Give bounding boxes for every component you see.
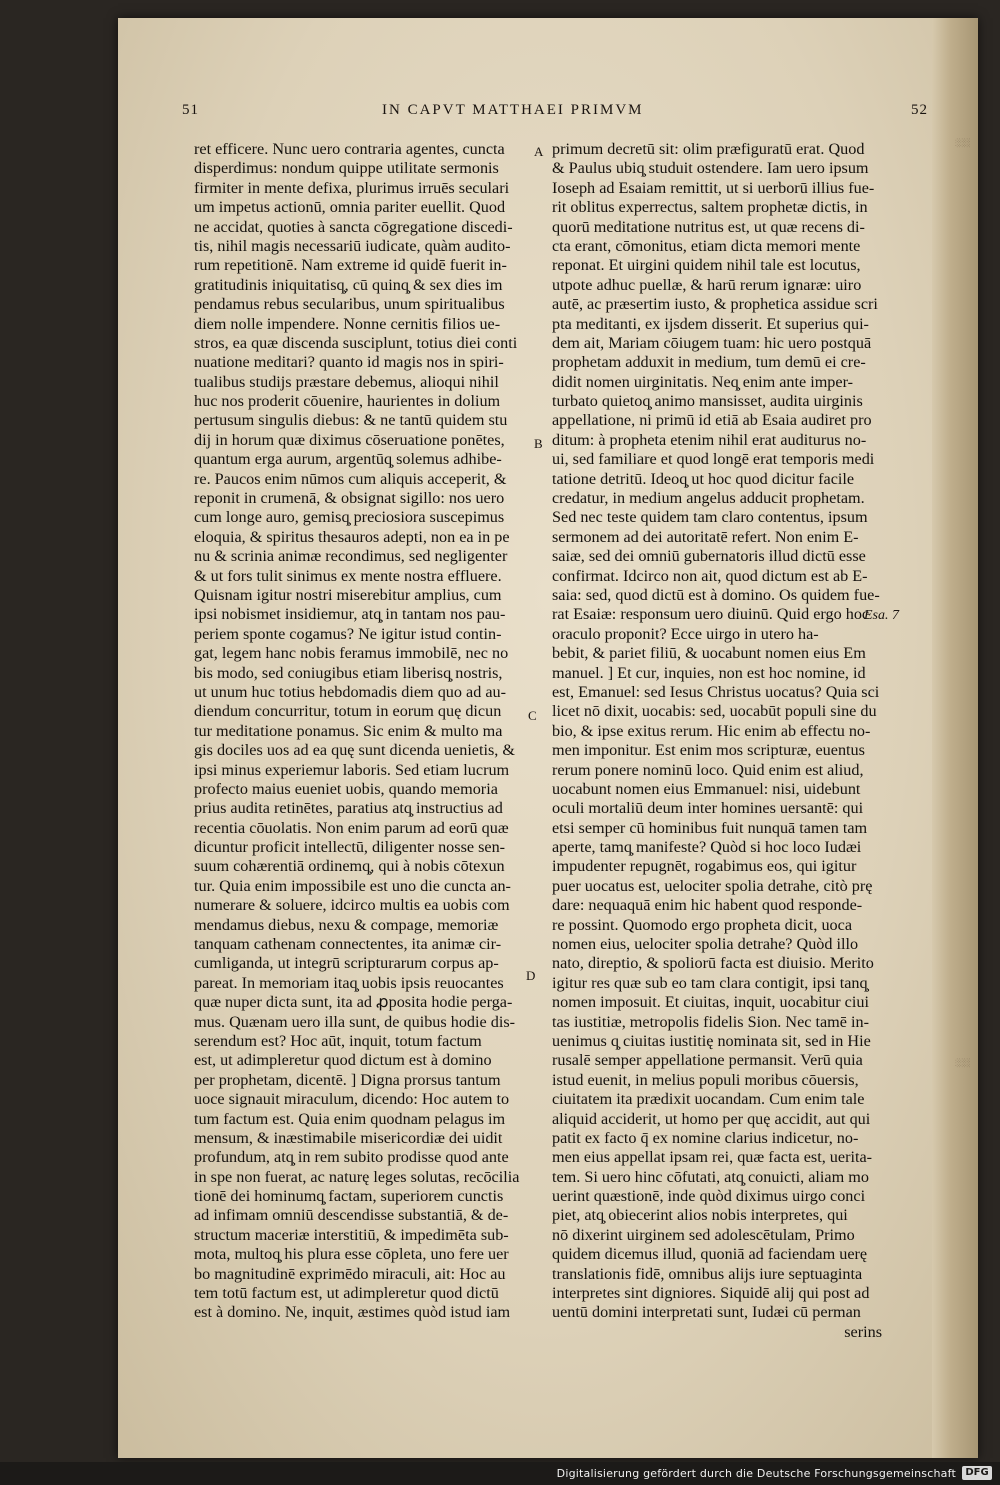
left-column-line: uoce signauit miraculum, dicendo: Hoc autem to bbox=[194, 1090, 510, 1109]
right-column-line: utpote adhuc puellæ, & harū rerum ignaræ: uiro bbox=[552, 275, 862, 294]
right-column-line: aperte, tamq̧ manifeste? Quòd si hoc loco Iudæi bbox=[552, 838, 862, 857]
right-text-column bbox=[552, 140, 902, 1342]
left-column-line: reponit in crumenā, & obsignat sigillo: nos uero bbox=[194, 489, 505, 508]
left-column-line: profundum, atq̧ in rem subito prodisse quod ante bbox=[194, 1148, 509, 1167]
left-column-line: rum repetitionē. Nam extreme id quidē fuerit in- bbox=[194, 256, 507, 275]
left-column-line: bis modo, sed coniugibus etiam liberisq̧ nostris, bbox=[194, 663, 503, 682]
right-column-line: quorū meditatione nutritus est, ut quæ recens di- bbox=[552, 217, 865, 236]
right-column-line: nato, direptio, & spoliorū facta est diuisio. Merito bbox=[552, 954, 874, 973]
left-column-line: ipsi minus experiemur laboris. Sed etiam lucrum bbox=[194, 760, 510, 779]
bleed-text-top: ░ bbox=[956, 138, 971, 148]
right-column-line: tas iustitiæ, metropolis fidelis Sion. Nec tamē in- bbox=[552, 1012, 869, 1031]
right-column-line: Ioseph ad Esaiam remittit, ut si uerborū illius fue- bbox=[552, 178, 875, 197]
left-column-line: nuatione meditari? quanto id magis nos in spiri- bbox=[194, 353, 504, 372]
right-column-line: ui, sed familiare et quod longē erat temporis medi bbox=[552, 450, 875, 469]
right-column-line: uerint quæstionē, inde quòd diximus uirgo conci bbox=[552, 1187, 866, 1206]
left-column-line: structum maceriæ interstitiū, & impedimēta sub- bbox=[194, 1225, 509, 1244]
right-column-line: uentū domini interpretati sunt, Iudæi cū perman bbox=[552, 1303, 861, 1322]
right-column-line: & Paulus ubiq̧ studuit ostendere. Iam uero ipsum bbox=[552, 159, 869, 178]
left-column-line: bo magnitudinē exprimēdo miraculi, ait: Hoc au bbox=[194, 1264, 506, 1283]
left-column-line: tur. Quia enim impossibile est uno die cuncta an- bbox=[194, 876, 511, 895]
left-column-line: cumliganda, ut integrū scripturarum corpus ap- bbox=[194, 954, 499, 973]
right-column-line: pta meditanti, ex ijsdem disserit. Et superius qui- bbox=[552, 314, 869, 333]
left-column-line: gat, legem hanc nobis feramus immobilē, nec no bbox=[194, 644, 509, 663]
right-column-line: piet, atq̧ obiecerint alios nobis interpretes, qui bbox=[552, 1206, 848, 1225]
right-column-line: ditum: à propheta etenim nihil erat auditurus no- bbox=[552, 430, 867, 449]
book-page bbox=[118, 18, 978, 1458]
left-column-line: in spe non fuerat, ac naturę leges solutas, recōcilia bbox=[194, 1167, 520, 1186]
section-marker-a: A bbox=[534, 144, 544, 159]
right-column-line: etsi semper cū hominibus fuit nunquā tamen tam bbox=[552, 818, 868, 837]
right-column-line: rat Esaiæ: responsum uero diuinū. Quid ergo hoc bbox=[552, 605, 870, 624]
right-column-line: tatione detritū. Ideoq̧ ut hoc quod dicitur facile bbox=[552, 469, 855, 488]
left-column-line: suum cohærentiā ordinemq̧, qui à nobis cōtexun bbox=[194, 857, 505, 876]
left-column-line: stros, ea quæ discenda susciplunt, totius diei conti bbox=[194, 333, 518, 352]
right-column-line: bio, & ipse exitus rerum. Hic enim ab effectu no- bbox=[552, 721, 871, 740]
right-column-line: men eius appellat ipsam rei, quæ facta est, uerita- bbox=[552, 1148, 873, 1167]
left-column-line: profecto maius eueniet uobis, quando memoria bbox=[194, 779, 498, 798]
left-column-line: ne accidat, quoties à sancta cōgregatione discedi- bbox=[194, 217, 513, 236]
right-column-line: rerum ponere nominū loco. Quid enim est aliud, bbox=[552, 760, 864, 779]
right-column-line: istud euenit, in melius populi moribus cōuersis, bbox=[552, 1070, 859, 1089]
section-marker-c: C bbox=[528, 708, 537, 723]
right-column-line: tem. Si uero hinc cōfutati, atq̧ conuicti, aliam mo bbox=[552, 1167, 869, 1186]
right-column-line: turbato quietoq̧ animo mansisset, audita uirginis bbox=[552, 392, 863, 411]
right-column-line: men imponitur. Est enim mos scripturæ, euentus bbox=[552, 741, 865, 760]
left-column-line: serendum est? Hoc aūt, inquit, totum factum bbox=[194, 1031, 482, 1050]
footer-bar bbox=[0, 1462, 1000, 1485]
right-column-line: nomen eius, uelociter spolia detrahe? Quòd illo bbox=[552, 935, 859, 954]
left-column-line: gratitudinis iniquitatisq̧, cū quinq̧ & sex dies im bbox=[194, 275, 503, 294]
running-title: IN CAPVT MATTHAEI PRIMVM bbox=[382, 102, 644, 118]
left-column-line: gis dociles uos ad ea quę sunt dicenda uenietis, & bbox=[194, 741, 515, 760]
left-column-line: re. Paucos enim nūmos cum aliquis acceperit, & bbox=[194, 469, 507, 488]
right-column-line: sermonem ad dei autoritatē refert. Non enim E- bbox=[552, 527, 859, 546]
left-column-line: est, ut adimpleretur quod dictum est à domino bbox=[194, 1051, 492, 1070]
right-column-line: autē, ac præsertim iusto, & prophetica assidue scri bbox=[552, 295, 878, 314]
left-column-line: mota, multoq̧ his plura esse cōpleta, uno fere uer bbox=[194, 1245, 509, 1264]
left-column-line: ret efficere. Nunc uero contraria agentes, cuncta bbox=[194, 140, 505, 158]
left-column-line: pertusum singulis diebus: & ne tantū quidem stu bbox=[194, 411, 508, 430]
right-column-line: cta erant, cōmonitus, etiam dicta memori mente bbox=[552, 236, 861, 255]
left-column-line: est à domino. Ne, inquit, æstimes quòd istud iam bbox=[194, 1303, 511, 1322]
right-column-line: oraculo proponit? Ecce uirgo in utero ha- bbox=[552, 624, 819, 643]
right-column-line: saiæ, sed dei omniū gubernatoris illud dictū esse bbox=[552, 547, 866, 566]
right-column-line: primum decretū sit: olim præfiguratū erat. Quod bbox=[552, 140, 865, 158]
right-column-line: translationis fidē, omnibus alijs iure septuaginta bbox=[552, 1264, 863, 1283]
left-column-line: pendamus rebus secularibus, unum spiritualibus bbox=[194, 295, 505, 314]
running-head bbox=[182, 102, 928, 124]
left-column-line: prius audita retinētes, paratius atq̧ instructius ad bbox=[194, 799, 503, 818]
margin-note-citation: Esa. 7 bbox=[864, 608, 899, 623]
left-column-line: um impetus actionū, omnia pariter euellit. Quod bbox=[194, 198, 506, 217]
left-column-line: ut unum huc totius hebdomadis diem quo ad au- bbox=[194, 682, 507, 701]
left-column-line: quantum erga aurum, argentūq̧ solemus adhibe- bbox=[194, 450, 502, 469]
section-marker-d: D bbox=[526, 968, 536, 983]
left-column-line: tualibus studijs præstare debemus, alioqui nihil bbox=[194, 372, 499, 391]
right-column-line: est, Emanuel: sed Iesus Christus uocatus? Quia sci bbox=[552, 682, 880, 701]
bleed-text-bottom: ░ bbox=[956, 1058, 971, 1068]
page-number-left: 51 bbox=[182, 102, 199, 118]
left-column-line: periem sponte cogamus? Ne igitur istud contin- bbox=[194, 624, 502, 643]
right-column-line: impudenter repugnēt, rogabimus eos, qui igitur bbox=[552, 857, 857, 876]
section-marker-b: B bbox=[534, 436, 543, 451]
right-column-line: interpretes sint digniores. Siquidē alij qui post ad bbox=[552, 1284, 870, 1303]
right-column-line: oculi mortaliū deum inter homines uersantē: qui bbox=[552, 799, 864, 818]
left-column-line: ad infimam omniū descendisse substantiā, & de- bbox=[194, 1206, 509, 1225]
page-number-right: 52 bbox=[911, 102, 928, 118]
right-column-line: patit ex facto q̄ ex nomine clarius indicetur, no- bbox=[552, 1128, 859, 1147]
left-column-line: nu & scrinia animæ recondimus, sed negligenter bbox=[194, 547, 508, 566]
left-column-line: firmiter in mente defixa, plurimus irruēs seculari bbox=[194, 178, 510, 197]
right-column-line: rusalē semper appellatione permansit. Verū quia bbox=[552, 1051, 863, 1070]
left-column-line: tionē dei hominumq̧ factam, superiorem cunctis bbox=[194, 1187, 504, 1206]
left-column-line: tem totū factum est, ut adimpleretur quod dictū bbox=[194, 1284, 499, 1303]
right-column-line: reponat. Et uirgini quidem nihil tale est locutus, bbox=[552, 256, 861, 275]
left-column-line: cum longe auro, gemisq̧ preciosiora suscepimus bbox=[194, 508, 505, 527]
right-column-line: dem ait, Mariam cōiugem tuam: hic uero postquā bbox=[552, 333, 872, 352]
left-column-line: dicuntur proficit intellectū, diligenter nosse sen- bbox=[194, 838, 506, 857]
right-column-line: rit oblitus experrectus, saltem prophetæ dictis, in bbox=[552, 198, 868, 217]
right-column-line: puer uocatus est, uelociter spolia detrahe, citò prę bbox=[552, 876, 873, 895]
left-column-line: tis, nihil magis necessariū iudicate, quàm audito- bbox=[194, 236, 511, 255]
right-column-line: confirmat. Idcirco non ait, quod dictum est ab E- bbox=[552, 566, 868, 585]
left-text-column bbox=[194, 140, 534, 1323]
left-column-line: mus. Quænam uero illa sunt, de quibus hodie dis- bbox=[194, 1012, 516, 1031]
right-column-line: credatur, in medium angelus adducit prophetam. bbox=[552, 489, 865, 508]
right-column-line: igitur res quæ sub eo tam clara contigit, ipsi tanq̧ bbox=[552, 973, 868, 992]
left-column-line: mendamus diebus, nexu & compage, memoriæ bbox=[194, 915, 499, 934]
right-column-line: re possint. Quomodo ergo propheta dicit, uoca bbox=[552, 915, 853, 934]
catchword: serins bbox=[844, 1322, 882, 1341]
left-column-line: recentia cōuolatis. Non enim parum ad eorū quæ bbox=[194, 818, 509, 837]
left-column-line: dij in horum quæ diximus cōseruatione ponētes, bbox=[194, 430, 505, 449]
left-column-line: pareat. In memoriam itaq̧ uobis ipsis reuocantes bbox=[194, 973, 504, 992]
right-column-line: Sed nec teste quidem tam claro contentus, ipsum bbox=[552, 508, 868, 527]
right-column-line: ciuitatem ita prædixit uocandam. Cum enim tale bbox=[552, 1090, 865, 1109]
left-column-line: quæ nuper dicta sunt, ita ad ꝓposita hodie perga- bbox=[194, 993, 513, 1012]
right-column-line: uenimus q̧ ciuitas iustitię nominata sit, sed in Hie bbox=[552, 1031, 871, 1050]
right-column-line: didit nomen uirginitatis. Neq̧ enim ante imper- bbox=[552, 372, 854, 391]
right-column-line: dare: nequaquā enim hic habent quod responde- bbox=[552, 896, 863, 915]
left-column-line: eloquia, & spiritus thesauros adepti, non ea in pe bbox=[194, 527, 510, 546]
adjacent-page-edge bbox=[932, 18, 978, 1458]
right-column-line: quidem dicemus illud, quoniā ad faciendam uerę bbox=[552, 1245, 868, 1264]
left-column-line: & ut fors tulit sinimus ex mente nostra effluere. bbox=[194, 566, 502, 585]
left-column-line: Quisnam igitur nostri miserebitur amplius, cum bbox=[194, 585, 502, 604]
left-column-line: disperdimus: nondum quippe utilitate sermonis bbox=[194, 159, 499, 178]
left-column-line: mensum, & inæstimabile misericordiæ dei uidit bbox=[194, 1128, 503, 1147]
left-column-line: diem nolle impendere. Nonne cernitis filios ue- bbox=[194, 314, 501, 333]
right-column-line: saia: sed, quod dictū est à domino. Os quidem fue- bbox=[552, 585, 880, 604]
funding-credit: Digitalisierung gefördert durch die Deutsche Forschungsgemeinschaft bbox=[556, 1467, 956, 1480]
right-column-line: bebit, & pariet filiū, & uocabunt nomen eius Em bbox=[552, 644, 866, 663]
left-column-line: ipsi nobismet insidiemur, atq̧ in tantam nos pau- bbox=[194, 605, 506, 624]
right-column-line: uocabunt nomen eius Emmanuel: nisi, uidebunt bbox=[552, 779, 861, 798]
right-column-line: nō dixerint uirginem sed adolescētulam, Primo bbox=[552, 1225, 855, 1244]
left-column-line: tur meditatione ponamus. Sic enim & multo ma bbox=[194, 721, 503, 740]
right-column-line: licet nō dixit, uocabis: sed, uocabūt populi sine du bbox=[552, 702, 877, 721]
left-column-line: tum factum est. Quia enim quodnam pelagus im bbox=[194, 1109, 506, 1128]
right-column-line: manuel. ] Et cur, inquies, non est hoc nomine, id bbox=[552, 663, 866, 682]
left-column-line: per prophetam, dicentē. ] Digna prorsus tantum bbox=[194, 1070, 501, 1089]
right-column-line: nomen imposuit. Et ciuitas, inquit, uocabitur ciui bbox=[552, 993, 869, 1012]
right-column-line: prophetam adduxit in medium, tum demū ei cre- bbox=[552, 353, 866, 372]
left-column-line: huc nos proderit cōuenire, haurientes in dolium bbox=[194, 392, 501, 411]
left-column-line: tanquam cathenam connectentes, ita animæ cir- bbox=[194, 935, 502, 954]
right-column-line: aliquid acciderit, ut homo per quę accidit, aut qui bbox=[552, 1109, 871, 1128]
right-column-line: appellatione, ni primū id etiā ab Esaia audiret pro bbox=[552, 411, 872, 430]
left-column-line: numerare & soluere, idcirco multis ea uobis com bbox=[194, 896, 510, 915]
dfg-logo: DFG bbox=[962, 1466, 992, 1480]
left-column-line: diendum concurritur, totum in eorum quę dicun bbox=[194, 702, 502, 721]
